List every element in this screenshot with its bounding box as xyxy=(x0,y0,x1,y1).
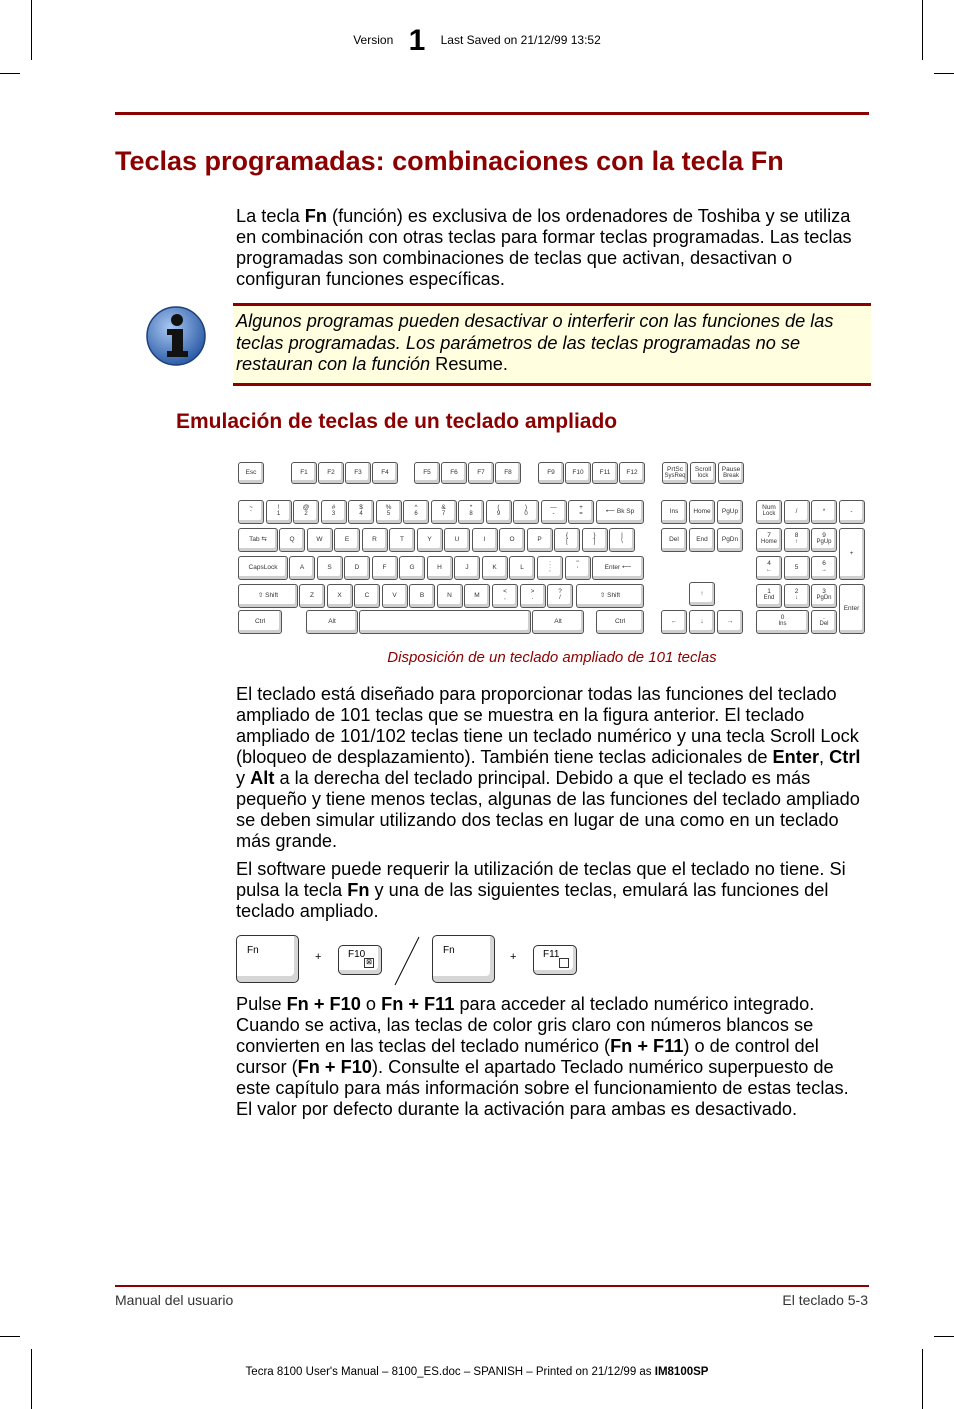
numpad-plus-key: + xyxy=(839,528,865,580)
key-x: X xyxy=(327,584,353,608)
key-l: L xyxy=(509,556,535,580)
capslock-key: CapsLock xyxy=(238,556,288,580)
backspace-key: ⟵ Bk Sp xyxy=(596,500,644,524)
body-paragraph-2: El software puede requerir la utilización de teclas que el teclado no tiene. Si pulsa la tecla Fn y una de las siguientes teclas, emulará las funciones del teclado ampliado. xyxy=(236,859,846,921)
overlay-mode-icon xyxy=(559,958,569,968)
title-rule xyxy=(115,112,869,115)
body-paragraph-1: El teclado está diseñado para proporcionar todas las funciones del teclado ampliado de 101 teclas que se muestra en la figura anterior. El teclado ampliado de 101/102 teclas tiene un teclado numérico y una tecla Scroll Lock (bloqueo de desplazamiento). También tiene teclas adicionales de Enter, Ctrl y Alt a la derecha del teclado principal. Debido a que el teclado es más pequeño y tiene menos teclas, algunas de las funciones del teclado ampliado se deben simular utilizando dos teclas en lugar de una como en un teclado más grande. xyxy=(236,684,861,851)
crop-mark xyxy=(934,1336,954,1337)
key-sym-q-2: | \ xyxy=(609,528,635,552)
f10-key: F10 ⊠ xyxy=(338,945,382,975)
key-prtsc: PrtSc SysReq xyxy=(662,462,688,484)
key-f1: F1 xyxy=(291,462,317,484)
key-e: E xyxy=(334,528,360,552)
key-nav-del: Del xyxy=(661,528,687,552)
key-w: W xyxy=(307,528,333,552)
numpad-r2-2: 9 PgUp xyxy=(811,528,837,552)
spacebar-key xyxy=(359,610,531,634)
key-g: G xyxy=(399,556,425,580)
plus-sign: + xyxy=(315,951,322,963)
print-line: Tecra 8100 User's Manual – 8100_ES.doc – SPANISH – Printed on 21/12/99 as IM8100SP xyxy=(245,1366,709,1378)
info-icon xyxy=(144,304,208,368)
key-j: J xyxy=(454,556,480,580)
key-num-6: ^ 6 xyxy=(403,500,429,524)
key-z: Z xyxy=(299,584,325,608)
numpad-r4-0: 1 End xyxy=(756,584,782,608)
crop-mark xyxy=(0,1336,20,1337)
fn-key-2: Fn xyxy=(432,935,495,983)
numpad-r1-0: Num Lock xyxy=(756,500,782,524)
key-num-9: ( 9 xyxy=(486,500,512,524)
key-num-8: * 8 xyxy=(458,500,484,524)
numpad-mode-icon: ⊠ xyxy=(364,958,374,968)
key-nav-pgdn: PgDn xyxy=(717,528,743,552)
key-pause: Pause Break xyxy=(718,462,744,484)
crop-mark xyxy=(934,73,954,74)
key-sym-a-0: : ; xyxy=(537,556,563,580)
key-esc: Esc xyxy=(238,462,264,484)
key-f4: F4 xyxy=(372,462,398,484)
key-p: P xyxy=(527,528,553,552)
page-header xyxy=(0,24,954,58)
key-f11: F11 xyxy=(592,462,618,484)
key-i: I xyxy=(472,528,498,552)
key-f5: F5 xyxy=(414,462,440,484)
key-sym-a-1: " ' xyxy=(565,556,591,580)
numpad-r3-1: 5 xyxy=(784,556,810,580)
f11-key: F11 xyxy=(533,945,577,975)
key-f6: F6 xyxy=(441,462,467,484)
key-num-1: ! 1 xyxy=(266,500,292,524)
key-f10: F10 xyxy=(565,462,591,484)
figure-caption: Disposición de un teclado ampliado de 101 teclas xyxy=(387,649,717,666)
key-f3: F3 xyxy=(345,462,371,484)
key-c: C xyxy=(354,584,380,608)
key-m: M xyxy=(464,584,490,608)
key-f9: F9 xyxy=(538,462,564,484)
ctrl-right-key: Ctrl xyxy=(596,610,644,634)
numpad-r2-1: 8 ↑ xyxy=(784,528,810,552)
key-k: K xyxy=(482,556,508,580)
key-a: A xyxy=(289,556,315,580)
shift-right-key: ⇧ Shift xyxy=(576,584,644,608)
key-f12: F12 xyxy=(619,462,645,484)
note-box: Algunos programas pueden desactivar o interferir con las funciones de las teclas programadas. Los parámetros de las teclas programadas no se restauran con la función Resume. xyxy=(233,306,871,384)
key-sym-q-0: { [ xyxy=(554,528,580,552)
chapter-number: 1 xyxy=(408,24,426,57)
alt-left-key: Alt xyxy=(306,610,358,634)
numpad-r2-0: 7 Home xyxy=(756,528,782,552)
key-num-7: & 7 xyxy=(431,500,457,524)
key-r: R xyxy=(362,528,388,552)
key-nav-ins: Ins xyxy=(661,500,687,524)
footer-rule xyxy=(115,1285,869,1287)
numpad-r3-0: 4 ← xyxy=(756,556,782,580)
numpad-enter-key: Enter xyxy=(839,584,865,634)
key-s: S xyxy=(317,556,343,580)
body-paragraph-3: Pulse Fn + F10 o Fn + F11 para acceder al teclado numérico integrado. Cuando se activa, las teclas de color gris claro con números blancos se convierten en las teclas del teclado numérico (Fn + F11) o de control del cursor (Fn + F10). Consulte el apartado Teclado numérico superpuesto de este capítulo para más información sobre el funcionamiento de estas teclas. El valor por defecto durante la activación para ambas es desactivado. xyxy=(236,994,849,1119)
key-b: B xyxy=(409,584,435,608)
key-num-5: % 5 xyxy=(376,500,402,524)
key-u: U xyxy=(444,528,470,552)
key-num-10: ) 0 xyxy=(513,500,539,524)
intro-paragraph: La tecla Fn (función) es exclusiva de los ordenadores de Toshiba y se utiliza en combinación con otras teclas para formar teclas programadas. Las teclas programadas son combinaciones de teclas que activan, desactivan o configuran funciones específicas. xyxy=(236,206,852,289)
shift-left-key: ⇧ Shift xyxy=(238,584,298,608)
key-num-11: — - xyxy=(541,500,567,524)
numpad-r1-3: - xyxy=(839,500,865,524)
divider-slash xyxy=(393,936,421,986)
alt-right-key: Alt xyxy=(532,610,584,634)
key-f8: F8 xyxy=(495,462,521,484)
key-v: V xyxy=(382,584,408,608)
up-arrow-key: ↑ xyxy=(689,582,715,606)
numpad-r4-1: 2 ↓ xyxy=(784,584,810,608)
crop-mark xyxy=(0,73,20,74)
section-subtitle: Emulación de teclas de un teclado ampliado xyxy=(176,410,618,433)
numpad-r3-2: 6 → xyxy=(811,556,837,580)
crop-mark xyxy=(31,1349,32,1409)
key-sym-q-1: } ] xyxy=(582,528,608,552)
footer-right: El teclado 5-3 xyxy=(782,1292,868,1308)
key-f2: F2 xyxy=(318,462,344,484)
key-num-12: + = xyxy=(568,500,594,524)
numpad-dot-key: . Del xyxy=(811,610,837,634)
key-f: F xyxy=(372,556,398,580)
tab-key: Tab ⇆ xyxy=(238,528,278,552)
key-h: H xyxy=(427,556,453,580)
key-scroll: Scroll lock xyxy=(690,462,716,484)
ctrl-left-key: Ctrl xyxy=(238,610,282,634)
down-arrow-key: ↓ xyxy=(689,610,715,634)
numpad-0-key: 0 Ins xyxy=(756,610,809,634)
key-t: T xyxy=(389,528,415,552)
footer-left: Manual del usuario xyxy=(115,1292,234,1308)
key-d: D xyxy=(344,556,370,580)
crop-mark xyxy=(922,1349,923,1409)
note-rule-bottom xyxy=(233,383,871,386)
key-num-0: ~ ` xyxy=(238,500,264,524)
left-arrow-key: ← xyxy=(661,610,687,634)
fn-key-1: Fn xyxy=(236,935,299,983)
key-sym-z-1: > . xyxy=(520,584,546,608)
key-nav-home: Home xyxy=(689,500,715,524)
plus-sign: + xyxy=(510,951,517,963)
numpad-r1-1: / xyxy=(784,500,810,524)
key-nav-pgup: PgUp xyxy=(717,500,743,524)
numpad-r1-2: * xyxy=(811,500,837,524)
key-sym-z-2: ? / xyxy=(547,584,573,608)
key-o: O xyxy=(499,528,525,552)
right-arrow-key: → xyxy=(717,610,743,634)
version-label: Version xyxy=(353,33,394,47)
key-q: Q xyxy=(279,528,305,552)
key-sym-z-0: < , xyxy=(492,584,518,608)
key-y: Y xyxy=(417,528,443,552)
last-saved: Last Saved on 21/12/99 13:52 xyxy=(440,33,601,47)
numpad-r4-2: 3 PgDn xyxy=(811,584,837,608)
key-nav-end: End xyxy=(689,528,715,552)
key-n: N xyxy=(437,584,463,608)
key-f7: F7 xyxy=(468,462,494,484)
key-num-4: $ 4 xyxy=(348,500,374,524)
enter-key: Enter ⟵ xyxy=(592,556,644,580)
key-num-2: @ 2 xyxy=(293,500,319,524)
page-title: Teclas programadas: combinaciones con la tecla Fn xyxy=(115,146,784,176)
key-num-3: # 3 xyxy=(321,500,347,524)
keyboard-diagram xyxy=(236,458,868,638)
